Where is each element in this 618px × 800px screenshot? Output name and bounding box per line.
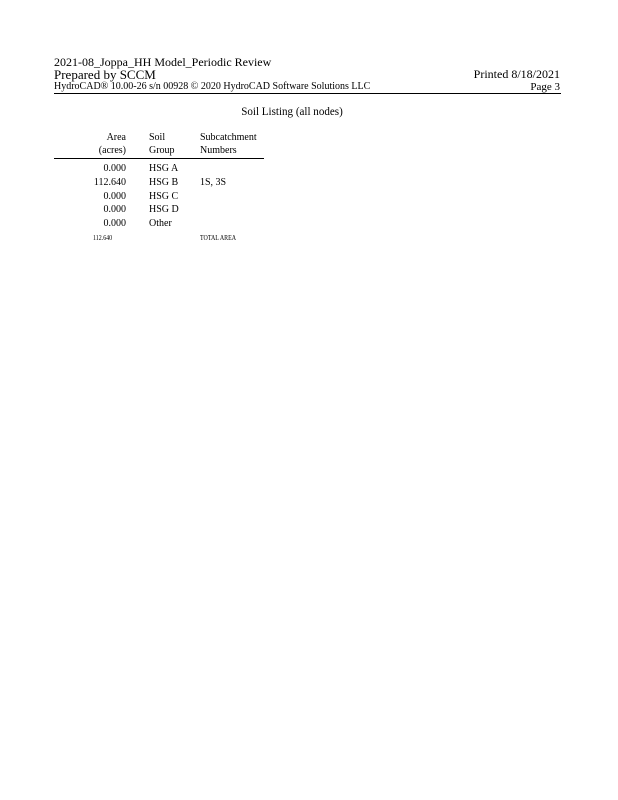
column-header-line2: Group — [149, 145, 175, 156]
total-area-value: 112.640 — [93, 234, 113, 242]
prepared-by: Prepared by SCCM — [54, 67, 156, 82]
column-header-area — [90, 131, 126, 157]
area-cell: 0.000 — [103, 191, 126, 202]
soil-group-cell: HSG A — [149, 163, 179, 174]
table-header-divider — [54, 158, 264, 159]
table-row — [0, 191, 300, 204]
subcatchment-cell: 1S, 3S — [200, 177, 227, 188]
column-header-line2: (acres) — [98, 145, 126, 156]
column-header-subcatchments — [200, 131, 257, 157]
total-area-label: TOTAL AREA — [200, 234, 237, 242]
column-header-line1: Soil — [149, 132, 166, 143]
soil-group-cell: HSG D — [149, 204, 179, 215]
area-cell: 0.000 — [103, 218, 126, 229]
header-divider — [54, 93, 561, 94]
column-header-soil-group — [149, 131, 175, 157]
soil-group-cell: HSG C — [149, 191, 179, 202]
table-row — [0, 163, 300, 176]
area-cell: 112.640 — [93, 177, 126, 188]
table-row — [0, 177, 300, 190]
report-title: Soil Listing (all nodes) — [241, 104, 343, 118]
column-header-line2: Numbers — [200, 145, 237, 156]
column-header-line1: Area — [106, 132, 126, 143]
software-info: HydroCAD® 10.00-26 s/n 00928 © 2020 HydroCAD Software Solutions LLC — [54, 81, 371, 92]
soil-group-cell: HSG B — [149, 177, 179, 188]
page-number: Page 3 — [530, 81, 560, 93]
table-row — [0, 204, 300, 217]
project-title: 2021-08_Joppa_HH Model_Periodic Review — [54, 55, 272, 69]
area-cell: 0.000 — [103, 163, 126, 174]
table-row — [0, 218, 300, 231]
column-header-line1: Subcatchment — [200, 132, 257, 143]
area-cell: 0.000 — [103, 204, 126, 215]
soil-group-cell: Other — [149, 218, 172, 229]
printed-date: Printed 8/18/2021 — [473, 67, 560, 81]
